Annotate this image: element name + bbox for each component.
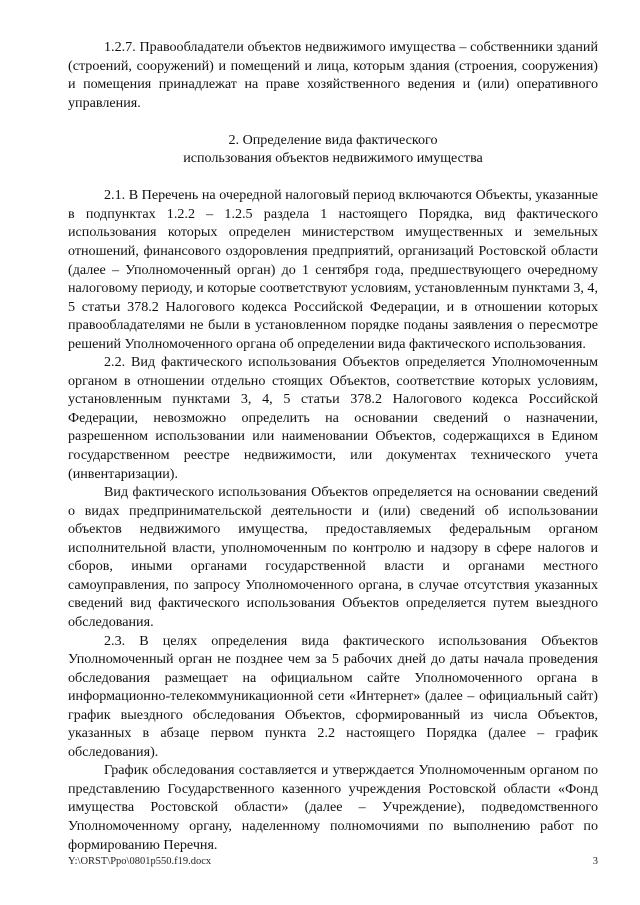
paragraph-2-3-continued: График обследования составляется и утверждается Уполномоченным органом по представлению Государственного казенного учреждения Ростовской области «Фонд имущества Ростовской области» (далее – Учреждение), подведомственного Уполномоченному органу, наделенному полномочиями по выполнению работ по формированию Перечня. <box>68 762 598 853</box>
page-footer <box>68 855 598 868</box>
footer-file-path: Y:\ORST\Ppo\0801p550.f19.docx <box>68 856 212 867</box>
paragraph-2-1: 2.1. В Перечень на очередной налоговый период включаются Объекты, указанные в подпунктах 1.2.2 – 1.2.5 раздела 1 настоящего Порядка, вид фактического использования которых определен министерством имущественных и земельных отношений, финансового оздоровления предприятий, организаций Ростовской области (далее – Уполномоченный орган) до 1 сентября года, предшествующего очередному налоговому периоду, и которые соответствуют условиям, установленным пунктами 3, 4, 5 статьи 378.2 Налогового кодекса Российской Федерации, и в отношении которых правообладателями не были в установленном порядке поданы заявления о пересмотре решений Уполномоченного органа об определении вида фактического использования. <box>68 187 598 352</box>
section-heading-line-1: 2. Определение вида фактического <box>228 131 438 148</box>
paragraph-2-2-continued: Вид фактического использования Объектов определяется на основании сведений о видах предпринимательской деятельности и (или) сведений об использовании объектов недвижимого имущества, предоставляемых федеральным органом исполнительной власти, уполномоченным по контролю и надзору в сфере налогов и сборов, иными органами государственной власти и органами местного самоуправления, по запросу Уполномоченного органа, в случае отсутствия указанных сведений вид фактического использования Объектов определяется путем выездного обследования. <box>68 484 598 630</box>
section-heading-line-2: использования объектов недвижимого имущества <box>183 150 483 167</box>
footer-page-number: 3 <box>592 856 598 867</box>
document-body <box>68 38 598 854</box>
paragraph-2-2: 2.2. Вид фактического использования Объектов определяется Уполномоченным органом в отношении отдельно стоящих Объектов, соответствие которых условиям, установленным пунктами 3, 4, 5 статьи 378.2 Налогового кодекса Российской Федерации, невозможно определить на основании сведений о назначении, разрешенном использовании или наименовании Объектов, содержащихся в Едином государственном реестре недвижимости, или документах технического учета (инвентаризации). <box>68 354 598 482</box>
blank-line <box>68 112 598 131</box>
paragraph-1-2-7: 1.2.7. Правообладатели объектов недвижимого имущества – собственники зданий (строений, сооружений) и помещений и лица, которым здания (строения, сооружения) и помещения принадлежат на праве хозяйственного ведения и (или) оперативного управления. <box>68 39 598 111</box>
paragraph-2-3: 2.3. В целях определения вида фактического использования Объектов Уполномоченный орган не позднее чем за 5 рабочих дней до даты начала проведения обследования размещает на официальном сайте Уполномоченного органа в информационно-телекоммуникационной сети «Интернет» (далее – официальный сайт) график выездного обследования Объектов, сформированный из числа Объектов, указанных в абзаце первом пункта 2.2 настоящего Порядка (далее – график обследования). <box>68 632 598 760</box>
blank-line <box>68 168 598 187</box>
